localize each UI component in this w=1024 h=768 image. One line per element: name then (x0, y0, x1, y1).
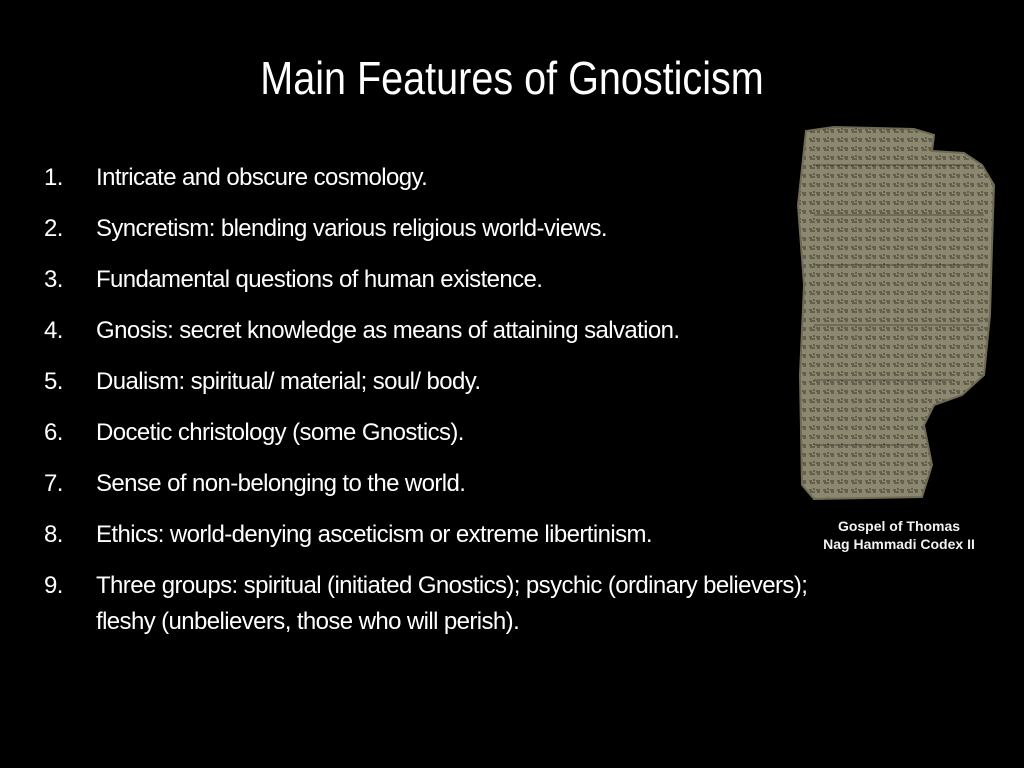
caption-line-1: Gospel of Thomas (837, 518, 961, 534)
list-text: Syncretism: blending various religious world-views. (96, 215, 607, 242)
manuscript-figure (794, 125, 1004, 565)
list-number: 6. (44, 419, 63, 446)
caption-line-2: Nag Hammadi Codex II (823, 536, 975, 552)
list-text: Docetic christology (some Gnostics). (96, 419, 464, 446)
list-number: 5. (44, 368, 63, 395)
list-item (44, 211, 844, 247)
slide-title: Main Features of Gnosticism (260, 52, 764, 104)
list-text: Dualism: spiritual/ material; soul/ body. (96, 368, 481, 395)
list-number: 4. (44, 317, 63, 344)
list-text: Ethics: world-denying asceticism or extreme libertinism. (96, 521, 652, 548)
papyrus-image (794, 125, 1004, 505)
list-text: Three groups: spiritual (initiated Gnostics); psychic (ordinary believers); fleshy (unbelievers, those who will perish). (96, 572, 808, 635)
list-number: 1. (44, 164, 63, 191)
list-text: Gnosis: secret knowledge as means of attaining salvation. (96, 317, 680, 344)
list-text: Intricate and obscure cosmology. (96, 164, 428, 191)
list-item (44, 568, 844, 640)
list-item (44, 415, 844, 451)
figure-caption (794, 517, 1004, 553)
list-item (44, 466, 844, 502)
list-item (44, 160, 844, 196)
list-item (44, 313, 844, 349)
feature-list (44, 160, 844, 655)
list-text: Fundamental questions of human existence. (96, 266, 543, 293)
list-text: Sense of non-belonging to the world. (96, 470, 466, 497)
list-item (44, 262, 844, 298)
list-number: 8. (44, 521, 63, 548)
list-number: 2. (44, 215, 63, 242)
list-number: 9. (44, 572, 63, 599)
list-number: 3. (44, 266, 63, 293)
list-number: 7. (44, 470, 63, 497)
list-item (44, 364, 844, 400)
list-item (44, 517, 844, 553)
